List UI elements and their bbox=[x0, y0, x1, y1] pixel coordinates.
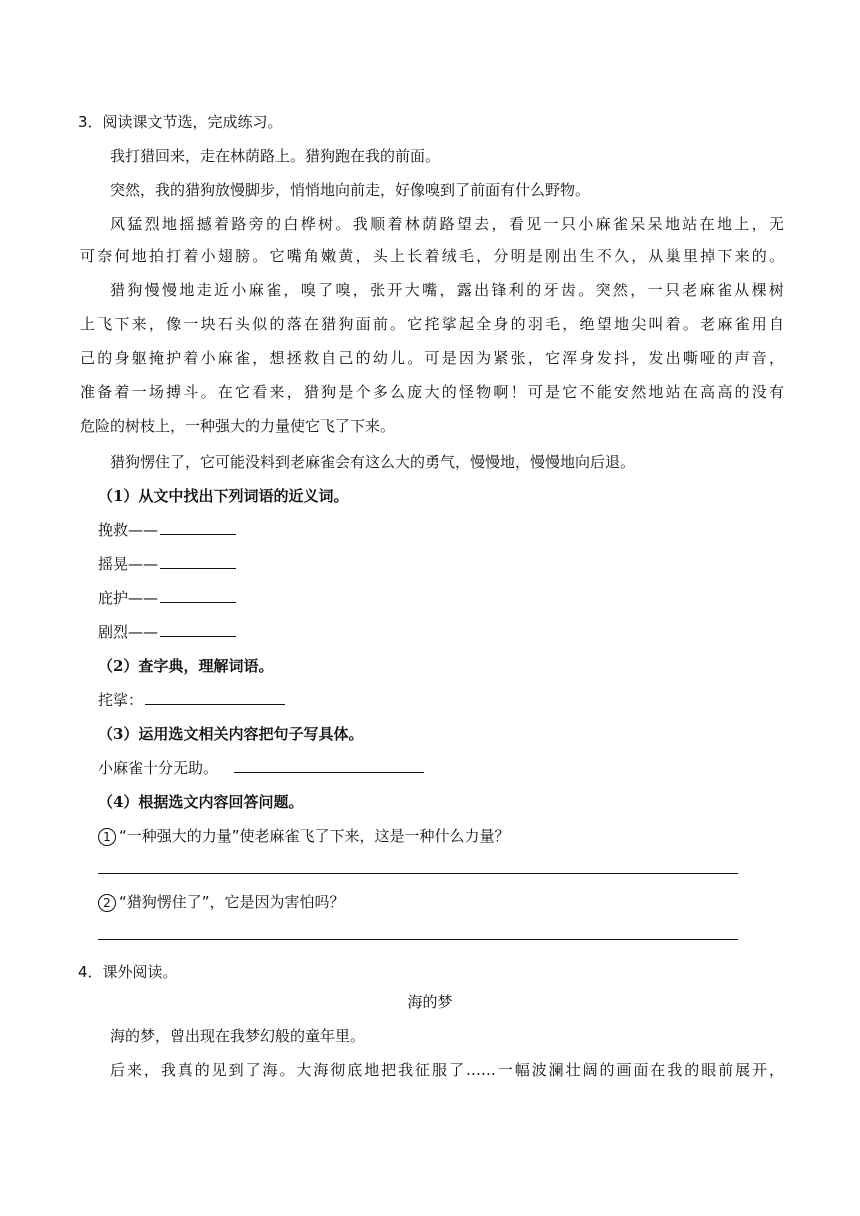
synonym-word: 剧烈—— bbox=[98, 623, 159, 641]
definition-word: 挓挲： bbox=[98, 691, 144, 709]
passage-line: 可奈何地拍打着小翅膀。它嘴角嫩黄，头上长着绒毛，分明是刚出生不久，从巢里掉下来的。 bbox=[80, 247, 784, 265]
passage-line: 上飞下来，像一块石头似的落在猎狗面前。它挓挲起全身的羽毛，绝望地尖叫着。老麻雀用自 bbox=[80, 315, 784, 333]
question-4-heading: 4．课外阅读。 bbox=[78, 963, 178, 981]
answer-blank[interactable] bbox=[160, 520, 236, 535]
passage-line: 危险的树枝上，一种强大的力量使它飞了下来。 bbox=[80, 417, 396, 435]
answer-line[interactable] bbox=[98, 873, 738, 874]
answer-blank[interactable] bbox=[160, 554, 236, 569]
subquestion-4-title: （4）根据选文内容回答问题。 bbox=[98, 793, 304, 811]
reading-question-2 bbox=[98, 892, 345, 912]
question-text: “猎狗愣住了”，它是因为害怕吗？ bbox=[119, 893, 345, 911]
synonym-item bbox=[98, 520, 236, 540]
synonym-item bbox=[98, 554, 236, 574]
circled-number: 2 bbox=[98, 894, 116, 912]
answer-blank[interactable] bbox=[160, 588, 236, 603]
question-text: “一种强大的力量”使老麻雀飞了下来，这是一种什么力量？ bbox=[119, 827, 510, 845]
passage-paragraph: 我打猎回来，走在林荫路上。猎狗跑在我的前面。 bbox=[110, 147, 441, 165]
answer-blank[interactable] bbox=[234, 758, 424, 773]
passage-paragraph: 后来，我真的见到了海。大海彻底地把我征服了……一幅波澜壮阔的画面在我的眼前展开， bbox=[110, 1061, 784, 1079]
answer-line[interactable] bbox=[98, 939, 738, 940]
passage-paragraph: 风猛烈地摇撼着路旁的白桦树。我顺着林荫路望去，看见一只小麻雀呆呆地站在地上，无 bbox=[110, 215, 784, 233]
synonym-item bbox=[98, 588, 236, 608]
passage-line: 己的身躯掩护着小麻雀，想拯救自己的幼儿。可是因为紧张，它浑身发抖，发出嘶哑的声音， bbox=[80, 349, 784, 367]
definition-item bbox=[98, 690, 285, 710]
answer-blank[interactable] bbox=[145, 690, 285, 705]
passage-paragraph: 猎狗愣住了，它可能没料到老麻雀会有这么大的勇气，慢慢地，慢慢地向后退。 bbox=[110, 453, 636, 471]
subquestion-3-title: （3）运用选文相关内容把句子写具体。 bbox=[98, 725, 364, 743]
circled-number: 1 bbox=[98, 828, 116, 846]
synonym-word: 摇晃—— bbox=[98, 555, 159, 573]
synonym-item bbox=[98, 622, 236, 642]
passage-paragraph: 猎狗慢慢地走近小麻雀，嗅了嗅，张开大嘴，露出锋利的牙齿。突然，一只老麻雀从棵树 bbox=[110, 281, 784, 299]
subquestion-1-title: （1）从文中找出下列词语的近义词。 bbox=[98, 487, 349, 505]
synonym-word: 挽救—— bbox=[98, 521, 159, 539]
sentence-text: 小麻雀十分无助。 bbox=[98, 759, 219, 777]
passage-line: 准备着一场搏斗。在它看来，猎狗是个多么庞大的怪物啊！可是它不能安然地站在高高的没有 bbox=[80, 383, 784, 401]
question-3-heading: 3．阅读课文节选，完成练习。 bbox=[78, 113, 283, 131]
passage-paragraph: 突然，我的猎狗放慢脚步，悄悄地向前走，好像嗅到了前面有什么野物。 bbox=[110, 181, 591, 199]
synonym-word: 庇护—— bbox=[98, 589, 159, 607]
passage-paragraph: 海的梦，曾出现在我梦幻般的童年里。 bbox=[110, 1027, 366, 1045]
sentence-item bbox=[98, 758, 424, 778]
answer-blank[interactable] bbox=[160, 622, 236, 637]
reading-question-1 bbox=[98, 826, 510, 846]
passage-title: 海的梦 bbox=[407, 993, 453, 1011]
subquestion-2-title: （2）查字典，理解词语。 bbox=[98, 657, 274, 675]
